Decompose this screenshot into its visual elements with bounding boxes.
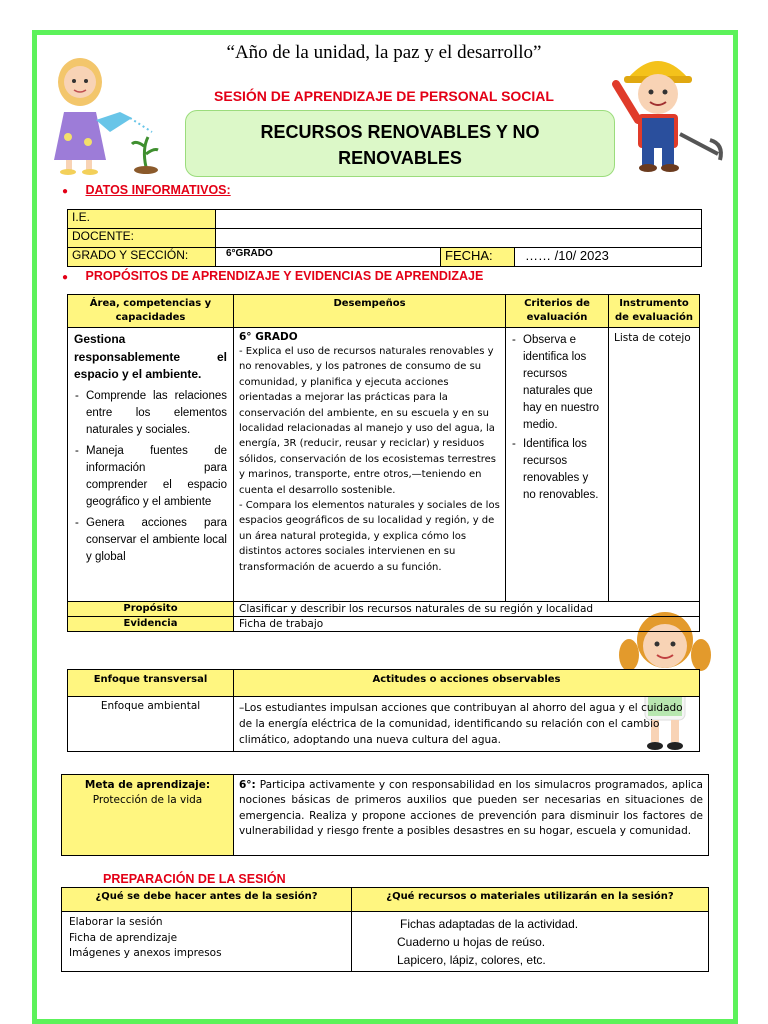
- fecha-label: FECHA:: [441, 248, 515, 267]
- datos-table: [67, 209, 702, 267]
- header-instrumento: Instrumento de evaluación: [609, 295, 700, 328]
- competencia: Gestiona responsablemente el espacio y el ambiente.: [74, 332, 227, 381]
- recursos-cell: [352, 912, 709, 972]
- meta-table: [61, 774, 709, 856]
- datos-heading: [62, 183, 231, 197]
- session-subtitle: SESIÓN DE APRENDIZAJE DE PERSONAL SOCIAL: [214, 88, 554, 104]
- datos-heading-text: DATOS INFORMATIVOS:: [85, 183, 231, 197]
- antes-item: Imágenes y anexos impresos: [69, 947, 222, 959]
- desempenos-grade: 6° GRADO: [239, 331, 298, 343]
- proposito-value: Clasificar y describir los recursos naturales de su región y localidad: [234, 602, 700, 617]
- meta-text: Participa activamente y con responsabilidad en los simulacros programados, aplica nociones básicas de primeros auxilios que pueden ser necesarias en situaciones de emergencia. Realiza y propone acciones de prevención para disminuir los factores de vulnerabilidad y riesgo frente a posibles desastres en su hogar, escuela y comunidad.: [239, 779, 703, 838]
- meta-label-cell: [62, 775, 234, 856]
- bullet-icon: ●: [62, 186, 69, 197]
- enfoque-header: Enfoque transversal: [68, 670, 234, 697]
- evidencia-value: Ficha de trabajo: [234, 617, 700, 632]
- docente-label: DOCENTE:: [68, 229, 216, 248]
- capacidad-item: - Genera acciones para conservar el ambiente local y global: [74, 515, 227, 566]
- enfoque-name: Enfoque ambiental: [68, 697, 234, 752]
- recurso-item: Fichas adaptadas de la actividad.: [400, 917, 579, 931]
- meta-label: Meta de aprendizaje:: [84, 779, 211, 791]
- title-line-1: RECURSOS RENOVABLES Y NO: [260, 122, 540, 142]
- recurso-item: Cuaderno u hojas de reúso.: [397, 935, 546, 949]
- ie-value: [216, 210, 702, 229]
- preparacion-table: [61, 887, 709, 972]
- meta-value: Protección de la vida: [92, 794, 203, 806]
- antes-cell: [62, 912, 352, 972]
- capacidad-item: - Maneja fuentes de información para comprender el espacio geográfico y el ambiente: [74, 443, 227, 511]
- propositos-table: [67, 294, 700, 632]
- preparacion-heading: PREPARACIÓN DE LA SESIÓN: [103, 872, 286, 886]
- year-motto: “Año de la unidad, la paz y el desarrollo”: [226, 42, 542, 63]
- fecha-value: …… /10/ 2023: [515, 248, 702, 267]
- header-desempenos: Desempeños: [234, 295, 506, 328]
- enfoque-table: [67, 669, 700, 752]
- antes-header: ¿Qué se debe hacer antes de la sesión?: [62, 888, 352, 912]
- meta-grade: 6°:: [239, 779, 256, 791]
- instrumento-cell: Lista de cotejo: [609, 328, 700, 602]
- antes-item: Elaborar la sesión: [69, 916, 163, 928]
- capacidad-item: - Comprende las relaciones entre los elementos naturales y sociales.: [74, 388, 227, 439]
- area-cell: [68, 328, 234, 602]
- session-title: [185, 110, 615, 177]
- grado-value: 6°GRADO: [216, 248, 441, 267]
- recurso-item: Lapicero, lápiz, colores, etc.: [397, 953, 546, 967]
- grado-label: GRADO Y SECCIÓN:: [68, 248, 216, 267]
- desempeno-item: - Compara los elementos naturales y sociales de los espacios geográficos de su localidad y región, y de un área natural protegida, y explica cómo los distintos actores sociales intervienen en su transformación de acuerdo a su función.: [239, 500, 500, 573]
- capacidades-list: [74, 388, 227, 566]
- meta-text-cell: [234, 775, 709, 856]
- criterios-list: [511, 332, 603, 504]
- desempeno-item: - Explica el uso de recursos naturales renovables y no renovables, y los patrones de consumo de su comunidad, y planifica y ejecuta acciones orientadas a mejorar las prácticas para la conservación del ambiente, en su escuela y en su localidad relacionadas al manejo y uso del agua, la energía, 3R (reducir, reusar y reciclar) y residuos sólidos, conservación de los ecosistemas terrestres y marinos, transporte, entre otros,—teniendo en cuenta el desarrollo sostenible.: [239, 346, 497, 496]
- propositos-heading-text: PROPÓSITOS DE APRENDIZAJE Y EVIDENCIAS DE APRENDIZAJE: [85, 269, 484, 283]
- actitudes-header: Actitudes o acciones observables: [234, 670, 700, 697]
- docente-value: [216, 229, 702, 248]
- bullet-icon: ●: [62, 272, 69, 283]
- evidencia-label: Evidencia: [68, 617, 234, 632]
- antes-item: Ficha de aprendizaje: [69, 931, 178, 944]
- criterio-item: - Observa e identifica los recursos naturales que hay en nuestro medio.: [511, 332, 603, 434]
- header-criterios: Criterios de evaluación: [506, 295, 609, 328]
- recursos-header: ¿Qué recursos o materiales utilizarán en la sesión?: [352, 888, 709, 912]
- title-line-2: RENOVABLES: [338, 148, 462, 168]
- desempenos-cell: [234, 328, 506, 602]
- proposito-label: Propósito: [68, 602, 234, 617]
- criterios-cell: [506, 328, 609, 602]
- ie-label: I.E.: [68, 210, 216, 229]
- criterio-item: - Identifica los recursos renovables y no renovables.: [511, 436, 603, 504]
- enfoque-text: –Los estudiantes impulsan acciones que contribuyan al ahorro del agua y el cuidado de la energía eléctrica de la comunidad, identificando su relación con el cambio climático, adoptando una nueva cultura del agua.: [234, 697, 700, 752]
- propositos-heading: [62, 269, 483, 283]
- header-area: Área, competencias y capacidades: [68, 295, 234, 328]
